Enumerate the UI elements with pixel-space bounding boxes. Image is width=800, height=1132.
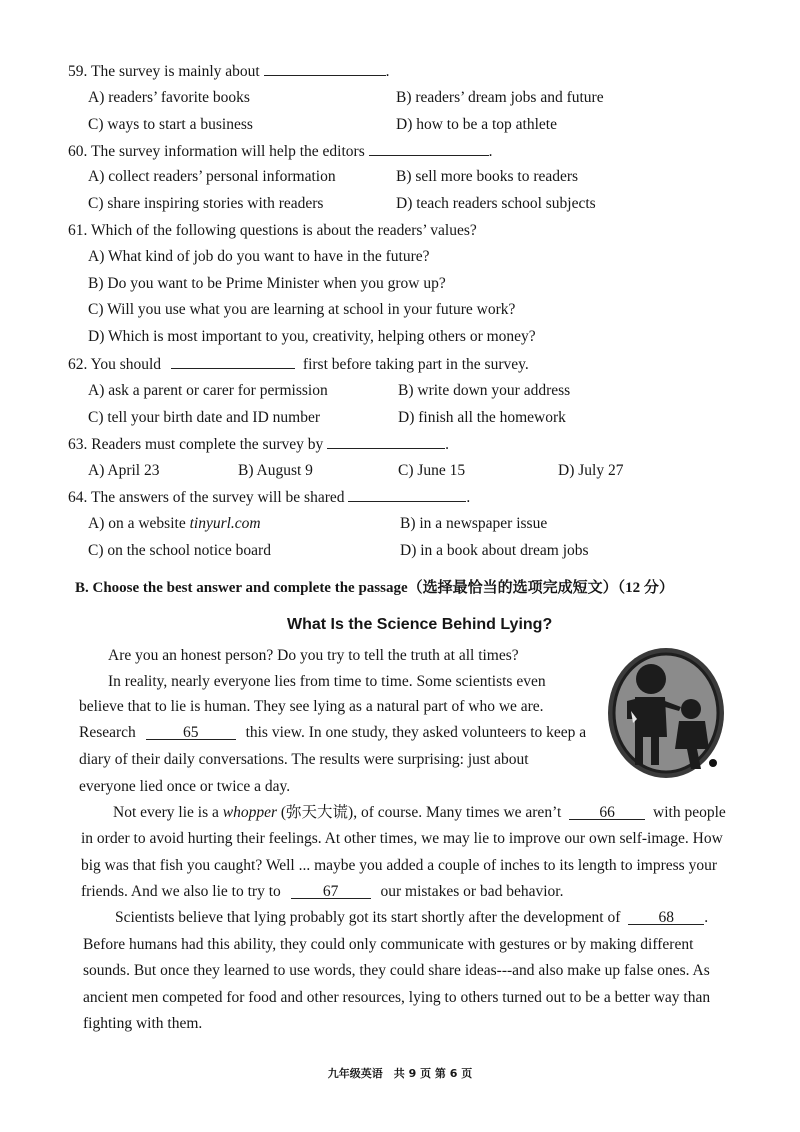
q63-option-b[interactable]: B) August 9	[238, 462, 313, 479]
q60-option-a[interactable]: A) collect readers’ personal information	[88, 168, 336, 185]
q63-option-c[interactable]: C) June 15	[398, 462, 466, 479]
q59-option-d[interactable]: D) how to be a top athlete	[396, 116, 557, 133]
passage-p4-line: Before humans had this ability, they could only communicate with gestures or by making different	[83, 936, 694, 953]
passage-p4-line: sounds. But once they learned to use words, they could share ideas---and also make up false ones. As	[83, 962, 710, 979]
q63-option-a[interactable]: A) April 23	[88, 462, 160, 479]
blank-68[interactable]: 68	[628, 910, 704, 925]
q62-option-d[interactable]: D) finish all the homework	[398, 409, 566, 426]
q60-option-c[interactable]: C) share inspiring stories with readers	[88, 195, 324, 212]
passage-paragraph-1: Are you an honest person? Do you try to tell the truth at all times?	[108, 647, 519, 664]
q64-option-c[interactable]: C) on the school notice board	[88, 542, 271, 559]
q60-answer-blank[interactable]	[369, 141, 489, 156]
q63-option-d[interactable]: D) July 27	[558, 462, 624, 479]
passage-p2-line: In reality, nearly everyone lies from time to time. Some scientists even	[108, 673, 546, 690]
blank-65[interactable]: 65	[146, 725, 236, 740]
q59-option-c[interactable]: C) ways to start a business	[88, 116, 253, 133]
passage-p3-line: in order to avoid hurting their feelings. At other times, we may lie to improve our own self-image. How	[81, 830, 723, 847]
passage-p2-line: everyone lied once or twice a day.	[79, 778, 291, 795]
q60-option-d[interactable]: D) teach readers school subjects	[396, 195, 596, 212]
blank-67[interactable]: 67	[291, 884, 371, 899]
passage-p4-line: ancient men competed for food and other resources, lying to others turned out to be a better way than	[83, 989, 711, 1006]
q60-stem: 60. The survey information will help the editors .	[68, 143, 493, 160]
passage-illustration	[605, 645, 727, 781]
q62-option-b[interactable]: B) write down your address	[398, 382, 571, 399]
section-b-heading: B. Choose the best answer and complete the passage（选择最恰当的选项完成短文）（12 分）	[75, 580, 674, 596]
q61-stem: 61. Which of the following questions is about the readers’ values?	[68, 222, 477, 239]
q63-answer-blank[interactable]	[327, 434, 445, 449]
q62-option-a[interactable]: A) ask a parent or carer for permission	[88, 382, 328, 399]
passage-p2-line: diary of their daily conversations. The results were surprising: just about	[79, 751, 529, 768]
q59-answer-blank[interactable]	[264, 61, 386, 76]
passage-p2-line: Research 65 this view. In one study, they asked volunteers to keep a	[79, 724, 587, 741]
q62-option-c[interactable]: C) tell your birth date and ID number	[88, 409, 321, 426]
q62-answer-blank[interactable]	[171, 354, 295, 369]
passage-p2-line: believe that to lie is human. They see lying as a natural part of who we are.	[79, 698, 544, 715]
q61-option-a[interactable]: A) What kind of job do you want to have in the future?	[88, 248, 430, 265]
page-footer: 九年级英语 共 9 页 第 6 页	[327, 1067, 473, 1080]
q59-option-a[interactable]: A) readers’ favorite books	[88, 89, 250, 106]
blank-66[interactable]: 66	[569, 805, 645, 820]
passage-p3-line: Not every lie is a whopper (弥天大谎), of course. Many times we aren’t 66 with people	[113, 804, 726, 821]
q64-answer-blank[interactable]	[348, 487, 466, 502]
q61-option-c[interactable]: C) Will you use what you are learning at school in your future work?	[88, 301, 516, 318]
passage-p3-line: friends. And we also lie to try to 67 our mistakes or bad behavior.	[81, 883, 564, 900]
q61-option-d[interactable]: D) Which is most important to you, creativity, helping others or money?	[88, 328, 536, 345]
q62-stem: 62. You should first before taking part in the survey.	[68, 356, 529, 373]
q64-stem: 64. The answers of the survey will be shared .	[68, 489, 471, 506]
q59-option-b[interactable]: B) readers’ dream jobs and future	[396, 89, 604, 106]
q63-stem: 63. Readers must complete the survey by .	[68, 436, 450, 453]
q64-option-a[interactable]: A) on a website tinyurl.com	[88, 515, 261, 532]
passage-p4-line: Scientists believe that lying probably got its start shortly after the development of 68 .	[115, 909, 709, 926]
q64-option-d[interactable]: D) in a book about dream jobs	[400, 542, 589, 559]
passage-title: What Is the Science Behind Lying?	[287, 616, 553, 633]
passage-p4-line: fighting with them.	[83, 1015, 203, 1032]
q59-stem: 59. The survey is mainly about .	[68, 63, 390, 80]
passage-p3-line: big was that fish you caught? Well ... maybe you added a couple of inches to its length to impress your	[81, 857, 717, 874]
q60-option-b[interactable]: B) sell more books to readers	[396, 168, 579, 185]
q61-option-b[interactable]: B) Do you want to be Prime Minister when you grow up?	[88, 275, 446, 292]
q64-option-b[interactable]: B) in a newspaper issue	[400, 515, 548, 532]
